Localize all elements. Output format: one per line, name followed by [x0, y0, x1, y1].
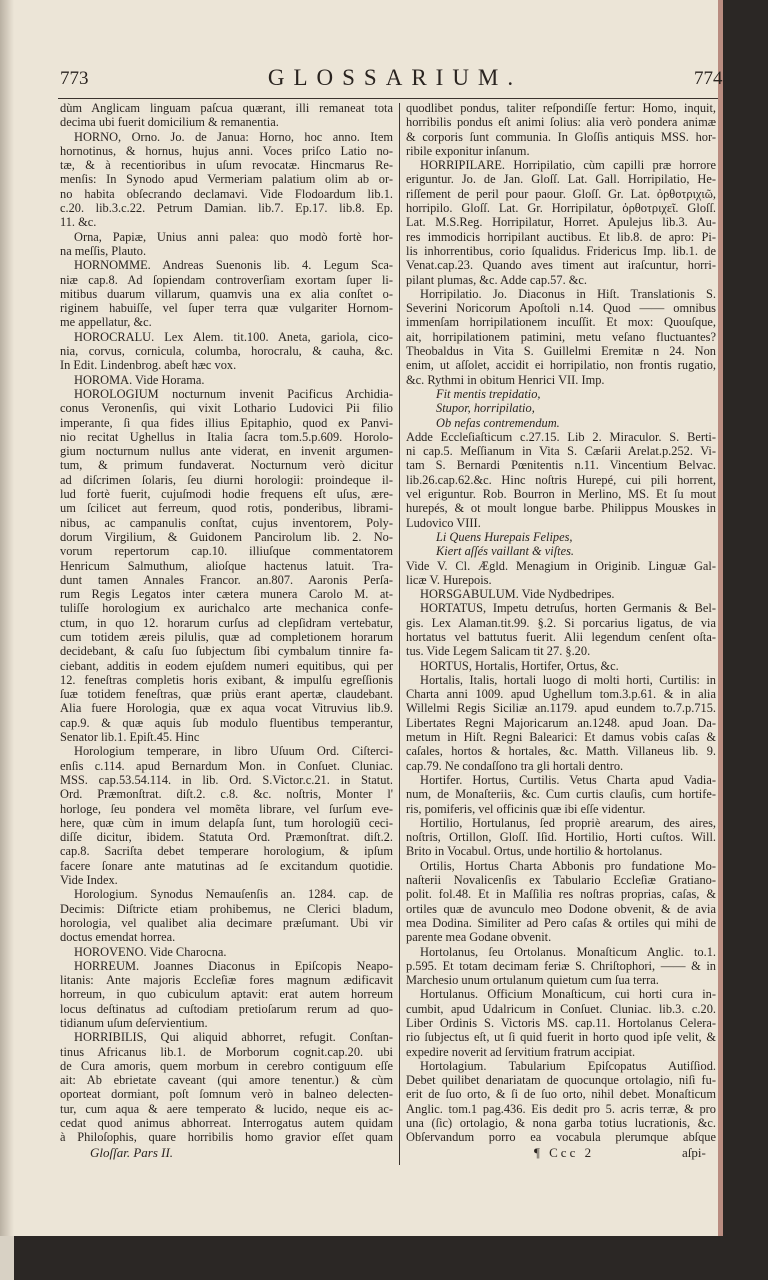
text-line: Fit mentis trepidatio,	[436, 386, 541, 401]
page-number-left: 773	[60, 68, 89, 89]
text-line: riſſement de peril pour paour. Gloſſ. Gr. Lat. ὀρθοτριχιῶ,	[406, 186, 716, 201]
text-line: niæ cap.8. Ad ſopiendam controverſiam exortam ſuper li-	[60, 272, 393, 287]
text-line: Alia fuere Horologia, quæ ex aqua vocat Vitruvius lib.9.	[60, 701, 393, 716]
text-line: Libertates Regni Majoricarum an.1248. apud Joan. Da-	[406, 715, 716, 730]
text-line: HORSGABULUM. Vide Nydbedripes.	[420, 587, 615, 602]
text-line: mea Dodina. Similiter ad Pero caſas & ortiles qui mihi de	[406, 915, 716, 930]
text-line: expedire noverit ad ſervitium fratrum accipiat.	[406, 1044, 636, 1059]
text-line: rio ſubjectus eſt, ut ſi quid fuerit in horto quod ipſe velit, &	[406, 1030, 716, 1045]
text-line: HOROCRALU. Lex Alem. tit.100. Aneta, gariola, cico-	[74, 329, 393, 344]
text-line: na meſſis, Plauto.	[60, 243, 147, 258]
text-line: cumbit, apud Udalricum in Conſuet. Cluniac. lib.3. c.20.	[406, 1001, 716, 1016]
footer-volume: Gloſſar. Pars II.	[90, 1145, 174, 1160]
text-line: dùm Anglicam linguam paſcua quærant, illi remaneat tota	[60, 101, 393, 115]
text-line: Hortolagium. Tabularium Epiſcopatus Autiſſiod.	[420, 1058, 716, 1073]
text-line: cap.8. Sacriſta debet temperare horologium, & ipſum	[60, 844, 393, 859]
text-line: una (ſic) ortolagio, & nona garba totius lucrationis, &c.	[406, 1116, 716, 1131]
text-line: hornotinus, & hornus, hujus anni. Voces priſco Latio no-	[60, 143, 393, 158]
running-title: GLOSSARIUM.	[267, 65, 523, 90]
text-line: litanis: Ante majoris Eccleſiæ fores magnum ædificavit	[60, 973, 393, 988]
text-line: Ord. Præmonſtrat. diſt.2. c.8. &c. noſtris, Monter l'	[60, 787, 393, 802]
right-column	[406, 101, 716, 1145]
text-line: tam S. Bernardi Pœnitentis n.11. Vincentium Belvac.	[406, 458, 716, 473]
text-line: enim, ut aſſolet, accidit ei horripilatio, non frontis rugatio,	[406, 358, 716, 373]
text-line: 11. &c.	[60, 215, 97, 230]
text-line: ribile exponitur inſanum.	[406, 143, 530, 158]
text-line: cedat quod animus abhorreat. Interrogatus autem quidam	[60, 1116, 393, 1131]
text-line: HORREUM. Joannes Diaconus in Epiſcopis Neapo-	[74, 958, 393, 973]
text-line: Liber Ordinis S. Victoris MS. cap.11. Hortolanus Celera-	[406, 1016, 716, 1030]
text-line: Ludovico VIII.	[406, 515, 481, 530]
text-line: Lat. M.S.Reg. Horripilatur, Horret. Apulejus lib.3. Au-	[406, 215, 716, 230]
text-line: hurepés, & ot moult longue barbe. Philippus Mouskes in	[406, 501, 716, 516]
text-line: ctum, in quo 12. horarum curſus ad clepſidram vertebatur,	[60, 615, 393, 630]
text-line: cum totidem æreis pilulis, quæ ad completionem horarum	[60, 629, 393, 644]
text-line: decidebant, & caſu ſuo ſubjectum ſibi cymbalum tinnire fa-	[60, 644, 393, 659]
text-line: licæ V. Hurepois.	[406, 572, 492, 587]
text-line: Brito in Vocabul. Ortus, unde hortilio & hortolanus.	[406, 844, 663, 859]
text-line: Debet quilibet denariatam de quocunque ortolagio, niſi fu-	[406, 1073, 716, 1088]
text-line: imperante, ſi qua fides illius Epitaphio, quod ex Panvi-	[60, 415, 393, 430]
text-line: tuliſſe horologium ex aurichalco arte mechanica confe-	[60, 601, 393, 616]
text-line: res immodicis horripilant auctibus. Et lib.8. de apro: Pi-	[406, 229, 716, 244]
text-line: Decimis: Diſtricte etiam prohibemus, ne Clerici bladum,	[60, 901, 393, 916]
text-line: locus deſtinatus ad cuſtodiam pretioſarum rerum ad quo-	[60, 1001, 393, 1016]
text-line: horribilis pondus eſt animi ſolius: alia verò pondera animæ	[406, 115, 716, 130]
left-column	[60, 101, 393, 1145]
catchword: aſpi-	[682, 1145, 706, 1160]
text-line: horreum, in quo cubiculum aptavit: erat autem horreum	[60, 987, 393, 1002]
text-line: Horologium temperare, in libro Uſuum Ord. Ciſterci-	[74, 744, 393, 759]
text-line: caſales, hortos & hortales, &c. Matth. Villaneus lib. 9.	[406, 744, 716, 759]
text-line: nia, corvus, cornicula, columba, horocralu, & cauha, &c.	[60, 344, 393, 359]
text-line: Henricum Salmuthum, alioſque hactenus latuit. Tra-	[60, 558, 393, 573]
text-line: Stupor, horripilatio,	[436, 401, 535, 416]
text-line: c.20. lib.3.c.22. Petrum Damian. lib.7. Ep.17. lib.8. Ep.	[60, 201, 393, 216]
text-line: Li Quens Hurepais Felipes,	[436, 529, 573, 544]
text-line: ortiles quæ de avunculo meo Dodone obvenit, & de avia	[406, 901, 716, 916]
text-line: Obſervandum porro ea vocabula plerumque abſque	[406, 1130, 716, 1145]
text-line: num, de Monaſteriis, &c. Cum curtis clauſis, cum hortife-	[406, 787, 716, 802]
text-line: me appellatur, &c.	[60, 315, 152, 330]
text-line: HORRIBILIS, Qui aliquid abhorret, refugit. Conſtan-	[74, 1030, 393, 1045]
text-line: HORRIPILARE. Horripilatio, cùm capilli præ horrore	[420, 158, 716, 173]
signature-mark: ¶ Ccc 2	[534, 1145, 595, 1160]
text-line: riginem habuiſſe, vel ſuper terra quæ vulgariter Hornom-	[60, 301, 393, 316]
text-line: Marchesio unum ortulanum quietum cum ſua terra.	[406, 973, 659, 988]
text-line: ris, pomiferis, vel officinis quæ ibi eſſe videntur.	[406, 801, 646, 816]
text-line: tum, & primum fundaverat. Nocturnum verò dicitur	[60, 458, 393, 473]
text-line: Horologium. Synodus Nemauſenſis an. 1284. cap. de	[74, 887, 393, 902]
text-line: cap.9. & quæ aquis ſub modulo fluentibus temperantur,	[60, 715, 393, 730]
text-line: here, quæ cùm in imum delapſa ſunt, tum horologiũ ceci-	[60, 815, 393, 830]
text-line: HORNO, Orno. Jo. de Janua: Horno, hoc anno. Item	[74, 129, 393, 144]
text-line: HOROVENO. Vide Charocna.	[74, 944, 227, 959]
text-line: tur, cum aqua & aere temperato & lucido, neque eis ac-	[60, 1101, 393, 1116]
text-line: Ortilis, Hortus Charta Abbonis pro fundatione Mo-	[420, 858, 716, 873]
page-edge	[718, 0, 723, 1236]
page-gutter	[0, 0, 14, 1236]
text-line: oporteat dormiant, poſt ſomnum verò in balneo delecten-	[60, 1087, 393, 1102]
text-line: MSS. cap.53.54.114. in lib. Ord. S.Victor.c.21. in Statut.	[60, 772, 393, 787]
text-line: noſtris, Ortillon, Gloſſ. Iſid. Hortilio, Horti cuſtos. Will.	[406, 830, 716, 845]
text-line: facere ſonare ante matutinas ad ſe excitandum quotidie.	[60, 858, 393, 873]
text-line: Kiert aſſés vaillant & viſtes.	[436, 544, 575, 559]
text-line: lis inhorrentibus, corio ſqualidus. Fridericus Imp. lib.1. de	[406, 243, 716, 258]
text-line: Orna, Papiæ, Unius anni palea: quo modò fortè hor-	[74, 229, 393, 244]
text-line: tinus Africanus lib.1. de Morborum cognit.cap.20. ubi	[60, 1044, 393, 1059]
text-line: Vide V. Cl. Ægld. Menagium in Originib. Linguæ Gal-	[406, 558, 716, 573]
text-line: nibus, ac campanulis conſtat, cujus inventorem, Poly-	[60, 515, 393, 530]
text-line: horologia, vel qualibet alia decimare præſumant. Ubi vir	[60, 915, 393, 930]
text-line: no habita obſecrando declamavi. Vide Flodoardum lib.1.	[60, 186, 393, 201]
text-line: polit. fol.48. Et in Maſſilia res noſtras proprias, caſas, &	[406, 887, 716, 902]
text-line: ciebant, additis in eodem ejuſdem numeri equitibus, qui per	[60, 658, 393, 673]
text-line: ad diſcrimen ſolaris, ſeu diurni horologii: proindeque il-	[60, 472, 393, 487]
text-line: Hortilio, Hortulanus, ſed propriè arearum, des aires,	[420, 815, 716, 830]
text-line: hortatus vel battutus fuerit. Alii legendum cenſent oſta-	[406, 629, 716, 644]
text-line: horripilo. Gloſſ. Lat. Gr. Horripilatur, ὀρθοτριχεῖ. Gloſſ.	[406, 201, 716, 216]
text-line: HOROLOGIUM nocturnum invenit Pacificus Archidia-	[74, 386, 393, 401]
text-line: lud fortè fuerit, cujuſmodi hodie frequens eſt uſus, ære-	[60, 487, 393, 502]
text-line: HORTUS, Hortalis, Hortifer, Ortus, &c.	[420, 658, 619, 673]
text-line: HORTATUS, Impetu detruſus, horten Germanis & Bel-	[420, 601, 716, 616]
text-line: vel eriguntur. Rob. Bourron in Merlino, MS. Et ſu mout	[406, 487, 716, 502]
text-line: HOROMA. Vide Horama.	[74, 372, 205, 387]
text-line: dorum Virgilium, & Guidonem Pancirolum lib. 2. No-	[60, 529, 393, 544]
text-line: Adde Eccleſiaſticum c.27.15. Lib 2. Miraculor. S. Berti-	[406, 429, 716, 444]
text-line: um ſcilicet aut ferreum, quod rotis, ponderibus, librami-	[60, 501, 393, 516]
page-corner	[0, 1236, 14, 1280]
text-line: gium nocturnum nullus ante viderat, en invenit argumen-	[60, 444, 393, 459]
text-line: & corporis ſunt communia. In Gloſſis antiquis MSS. hor-	[406, 129, 716, 144]
text-line: decima ubi fuerit domicilium & remanentia.	[60, 115, 279, 130]
text-line: diſſe dicitur, ibidem. Statuta Ord. Præmonſtrat. diſt.2.	[60, 830, 393, 845]
text-line: gis. Lex Alaman.tit.99. §.2. Si porcarius ligatus, de via	[406, 615, 716, 630]
text-line: nio recitat Ughellus in Italia ſacra tom.5.p.609. Horolo-	[60, 429, 393, 444]
text-line: Willelmi Regis Siciliæ an.1179. apud eundem to.7.p.715.	[406, 701, 716, 716]
text-line: enſis c.114. apud Bernardum Mon. in Conſuet. Cluniac.	[60, 758, 393, 773]
text-line: tus. Vide Legem Salicam tit 27. §.20.	[406, 644, 591, 659]
text-line: Vide Index.	[60, 873, 118, 888]
text-line: tidianum uſum deſervientium.	[60, 1016, 208, 1030]
text-line: quodlibet pondus, taliter reſpondiſſe fertur: Homo, inquit,	[406, 101, 716, 115]
text-line: p.595. Et totam decimam feriæ S. Chriſtophori, —— & in	[406, 958, 716, 973]
text-line: pilant plumas, &c. Adde cap.57. &c.	[406, 272, 588, 287]
text-line: de Cura amoris, quem morbum in cerebro contiguum eſſe	[60, 1058, 393, 1073]
text-line: &c. Rythmi in obitum Henrici VII. Imp.	[406, 372, 605, 387]
text-line: Charta anni 1009. apud Ughellum tom.3.p.61. & in alia	[406, 687, 716, 702]
text-line: dunt tamen Annales Francor. an.807. Aaronis Perſa-	[60, 572, 393, 587]
text-line: Severini Noricorum Apoſtoli n.14. Quod —— omnibus	[406, 301, 716, 316]
text-line: naſterii Novalicenſis ex Tabulario Eccleſiæ Gratiano-	[406, 873, 716, 888]
text-line: Venat.cap.23. Quando aves timent aut iraſcuntur, horri-	[406, 258, 716, 273]
text-line: ait: Ab ebrietate caveant (qui amore tenentur.) & cùm	[60, 1073, 393, 1088]
text-line: tæ, & à recentioribus in uſum revocatæ. Hincmarus Re-	[60, 158, 393, 173]
text-line: eriguntur. Jo. de Jan. Gloſſ. Lat. Gall. Horripilatio, He-	[406, 172, 716, 187]
text-line: Horripilatio. Jo. Diaconus in Hiſt. Translationis S.	[420, 286, 716, 301]
text-line: 12. feneſtras completis horis exibant, & impulſu egreſſionis	[60, 672, 393, 687]
column-divider	[399, 103, 400, 1165]
text-line: parente mea Godane obvenit.	[406, 930, 552, 945]
text-line: Senator lib.1. Epiſt.45. Hinc	[60, 730, 200, 745]
text-line: Theobaldus in Vita S. Guillelmi Eremitæ n 24. Non	[406, 344, 716, 359]
text-line: Hortulanus. Officium Monaſticum, cui horti cura in-	[420, 987, 716, 1002]
text-line: menſis: In Synodo apud Vermeriam palatium olim ab or-	[60, 172, 393, 187]
text-line: vorum repertorum cap.10. illiuſque commentatorem	[60, 544, 393, 559]
text-line: doctus emendat horrea.	[60, 930, 176, 945]
text-line: Anglic. tom.1 pag.436. Eis dedit pro 5. acris terræ, & pro	[406, 1101, 716, 1116]
text-line: horloge, ſeu pondera vel momẽta librare, vel ſurſum eve-	[60, 801, 393, 816]
text-line: à Philoſophis, quare horribilis homo gravior eſſet quam	[60, 1130, 393, 1145]
text-line: metum in Hiſt. Regni Balearici: Et damus vobis caſas &	[406, 730, 716, 745]
header-rule	[58, 98, 718, 99]
text-line: In Edit. Lindenbrog. abeſt hæc vox.	[60, 358, 237, 373]
text-line: erit de ſuo orto, & ſi de ſuo orto, nihil debet. Monaſticum	[406, 1087, 716, 1102]
text-line: Hortolanus, ſeu Ortolanus. Monaſticum Anglic. to.1.	[420, 944, 716, 959]
page-number-right: 774	[694, 68, 723, 89]
text-line: Ob nefas contremendum.	[436, 415, 560, 430]
text-line: HORNOMME. Andreas Suenonis lib. 4. Legum Sca-	[74, 258, 393, 273]
text-line: ſuæ totidem feneſtras, quæ priùs erant apertæ, claudebant.	[60, 687, 393, 702]
text-line: mitibus duarum villarum, quamvis una ex alia conſtet o-	[60, 286, 393, 301]
text-line: Hortalis, Italis, hortali luogo di molti horti, Curtilis: in	[420, 672, 716, 687]
text-line: immenſam horripilationem incuſſit. Et mox: Quouſque,	[406, 315, 716, 330]
text-line: lib.26.cap.62.&c. Hinc noſtris Hurepé, cui pili horrent,	[406, 472, 716, 487]
text-line: conus Veronenſis, qui vixit Lothario Ludovici Pii filio	[60, 401, 393, 416]
text-line: rum Regis Legatos inter cætera munera Carolo M. at-	[60, 587, 393, 602]
text-line: ait, horripilationem patimini, metu veſano fluctuantes?	[406, 329, 716, 344]
text-line: Hortifer. Hortus, Curtilis. Vetus Charta apud Vadia-	[420, 772, 716, 787]
text-line: ni cap.5. Meſſianum in Vita S. Cæſarii Arelat.p.252. Vi-	[406, 444, 716, 459]
text-line: cap.79. Ne condaſſono tra gli hortali dentro.	[406, 758, 624, 773]
